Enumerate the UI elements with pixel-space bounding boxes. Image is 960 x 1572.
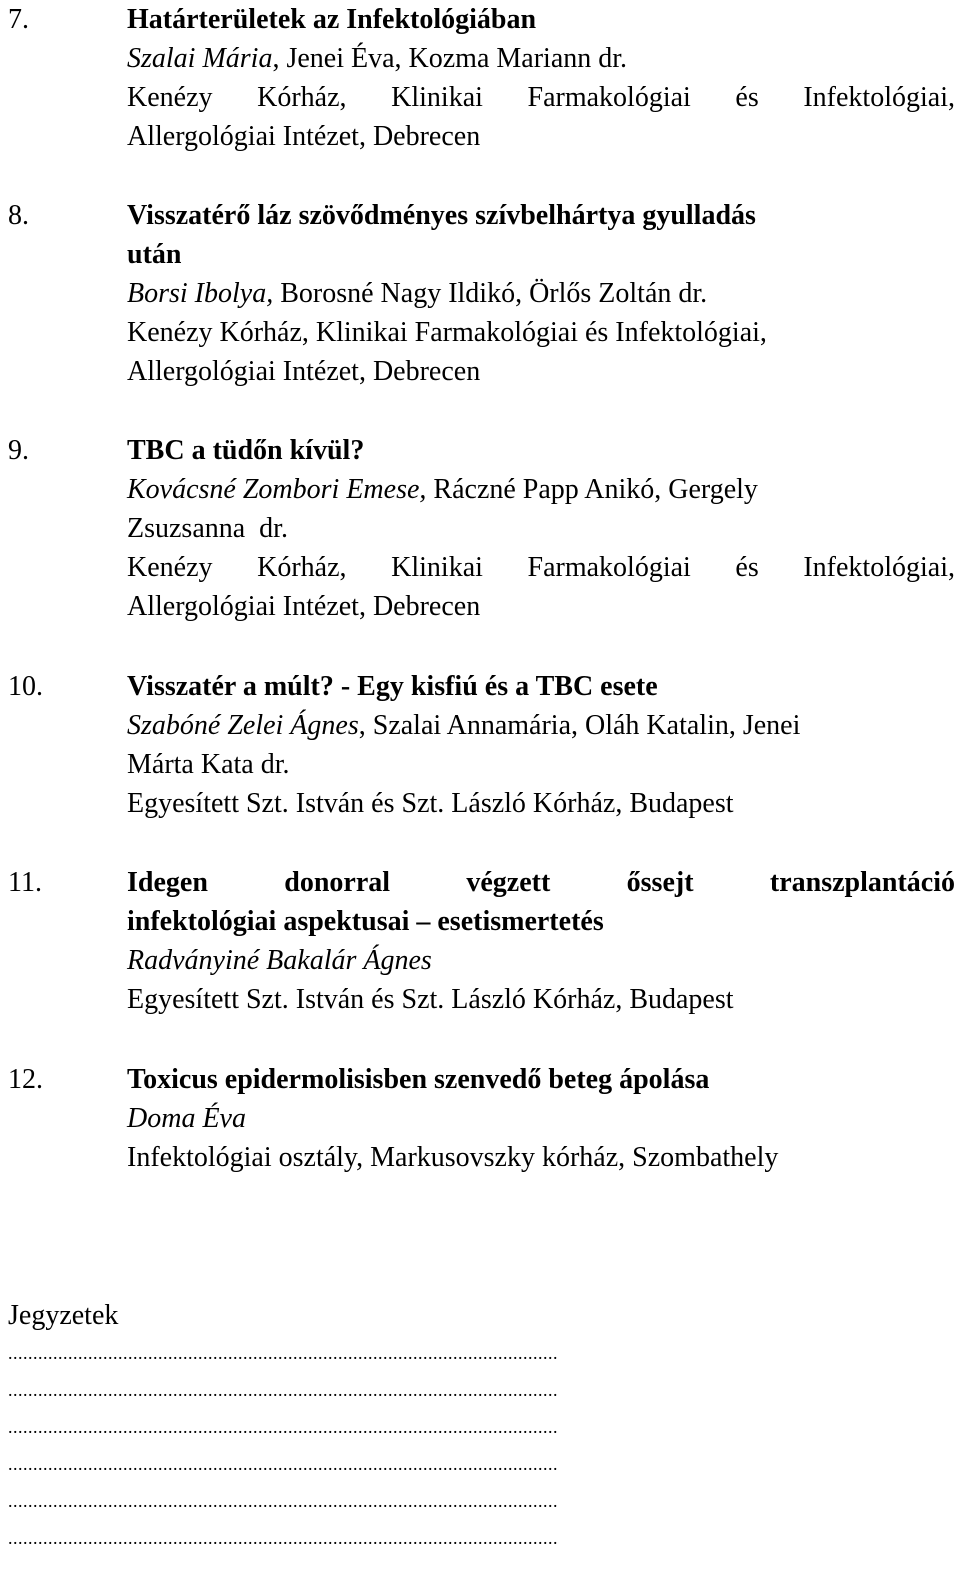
entry-affiliation: Egyesített Szt. István és Szt. László Kórház, Budapest [127, 788, 734, 819]
title-word: Idegen [127, 867, 208, 898]
entry-body [127, 196, 955, 391]
entry-authors-continued: Márta Kata dr. [127, 749, 290, 780]
notes-dotted-line: .............................................................................................................. [8, 1380, 558, 1400]
entry-affiliation: Allergológiai Intézet, Debrecen [127, 356, 481, 387]
lead-author: Borsi Ibolya, [127, 278, 274, 309]
entry-title: TBC a tüdőn kívül? [127, 435, 365, 466]
entry-number: 9. [8, 435, 29, 466]
affiliation-word: Kórház, [257, 552, 347, 583]
affiliation-word: Kórház, [257, 82, 347, 113]
entry-authors [127, 274, 955, 313]
lead-author: Szabóné Zelei Ágnes [127, 710, 359, 741]
affiliation-word: Infektológiai, [803, 82, 955, 113]
entry-number: 10. [8, 671, 43, 702]
entry-affiliation: Allergológiai Intézet, Debrecen [127, 121, 481, 152]
entry-number: 11. [8, 867, 42, 898]
lead-author: Doma Éva [127, 1103, 246, 1134]
co-authors: Ráczné Papp Anikó, Gergely [426, 474, 758, 505]
notes-dotted-line: .............................................................................................................. [8, 1417, 558, 1437]
entry-affiliation: Allergológiai Intézet, Debrecen [127, 591, 481, 622]
affiliation-word: és [735, 552, 759, 583]
entry-authors [127, 1099, 955, 1138]
entry-affiliation: Egyesített Szt. István és Szt. László Kórház, Budapest [127, 984, 734, 1015]
entry-authors-continued: Zsuzsanna dr. [127, 513, 288, 544]
affiliation-word: Kenézy [127, 82, 213, 113]
entry-authors [127, 470, 955, 509]
notes-section [8, 1296, 948, 1557]
entry-authors [127, 941, 955, 980]
affiliation-word: Farmakológiai [527, 82, 691, 113]
entry-body [127, 0, 955, 156]
entry-number: 12. [8, 1064, 43, 1095]
entry-number: 8. [8, 200, 29, 231]
entry-affiliation [127, 548, 955, 587]
notes-dotted-line: .............................................................................................................. [8, 1343, 558, 1363]
entry-body [127, 431, 955, 626]
title-word: végzett [466, 867, 551, 898]
entry-title: Határterületek az Infektológiában [127, 4, 537, 35]
entry-body [127, 863, 955, 1019]
entry-title: Toxicus epidermolisisben szenvedő beteg ápolása [127, 1064, 710, 1095]
affiliation-word: Klinikai [391, 552, 483, 583]
entry-body [127, 1060, 955, 1177]
entry-title: Visszatér a múlt? - Egy kisfiú és a TBC esete [127, 671, 658, 702]
lead-author: Radványiné Bakalár Ágnes [127, 945, 432, 976]
entry-title: után [127, 239, 182, 270]
affiliation-word: és [735, 82, 759, 113]
affiliation-word: Klinikai [391, 82, 483, 113]
entry-title: infektológiai aspektusai – esetismertetés [127, 906, 604, 937]
notes-dotted-line: .............................................................................................................. [8, 1528, 558, 1548]
lead-author: Szalai Mária [127, 43, 273, 74]
entry-affiliation: Kenézy Kórház, Klinikai Farmakológiai és Infektológiai, [127, 317, 767, 348]
title-word: donorral [284, 867, 391, 898]
affiliation-word: Farmakológiai [527, 552, 691, 583]
notes-dotted-line: .............................................................................................................. [8, 1491, 558, 1511]
entry-affiliation [127, 78, 955, 117]
affiliation-word: Infektológiai, [803, 552, 955, 583]
co-authors: , Jenei Éva, Kozma Mariann dr. [272, 43, 628, 74]
entry-body [127, 667, 955, 823]
entry-affiliation: Infektológiai osztály, Markusovszky kórház, Szombathely [127, 1142, 779, 1173]
entry-number: 7. [8, 4, 29, 35]
co-authors: , Szalai Annamária, Oláh Katalin, Jenei [358, 710, 801, 741]
co-authors: Borosné Nagy Ildikó, Örlős Zoltán dr. [273, 278, 708, 309]
entry-title [127, 863, 955, 902]
notes-dotted-line: .............................................................................................................. [8, 1454, 558, 1474]
affiliation-word: Kenézy [127, 552, 213, 583]
entry-title: Visszatérő láz szövődményes szívbelhártya gyulladás [127, 200, 756, 231]
title-word: őssejt [626, 867, 694, 898]
entry-authors [127, 39, 955, 78]
title-word: transzplantáció [769, 867, 955, 898]
notes-title: Jegyzetek [8, 1300, 119, 1331]
lead-author: Kovácsné Zombori Emese, [127, 474, 427, 505]
entry-authors [127, 706, 955, 745]
